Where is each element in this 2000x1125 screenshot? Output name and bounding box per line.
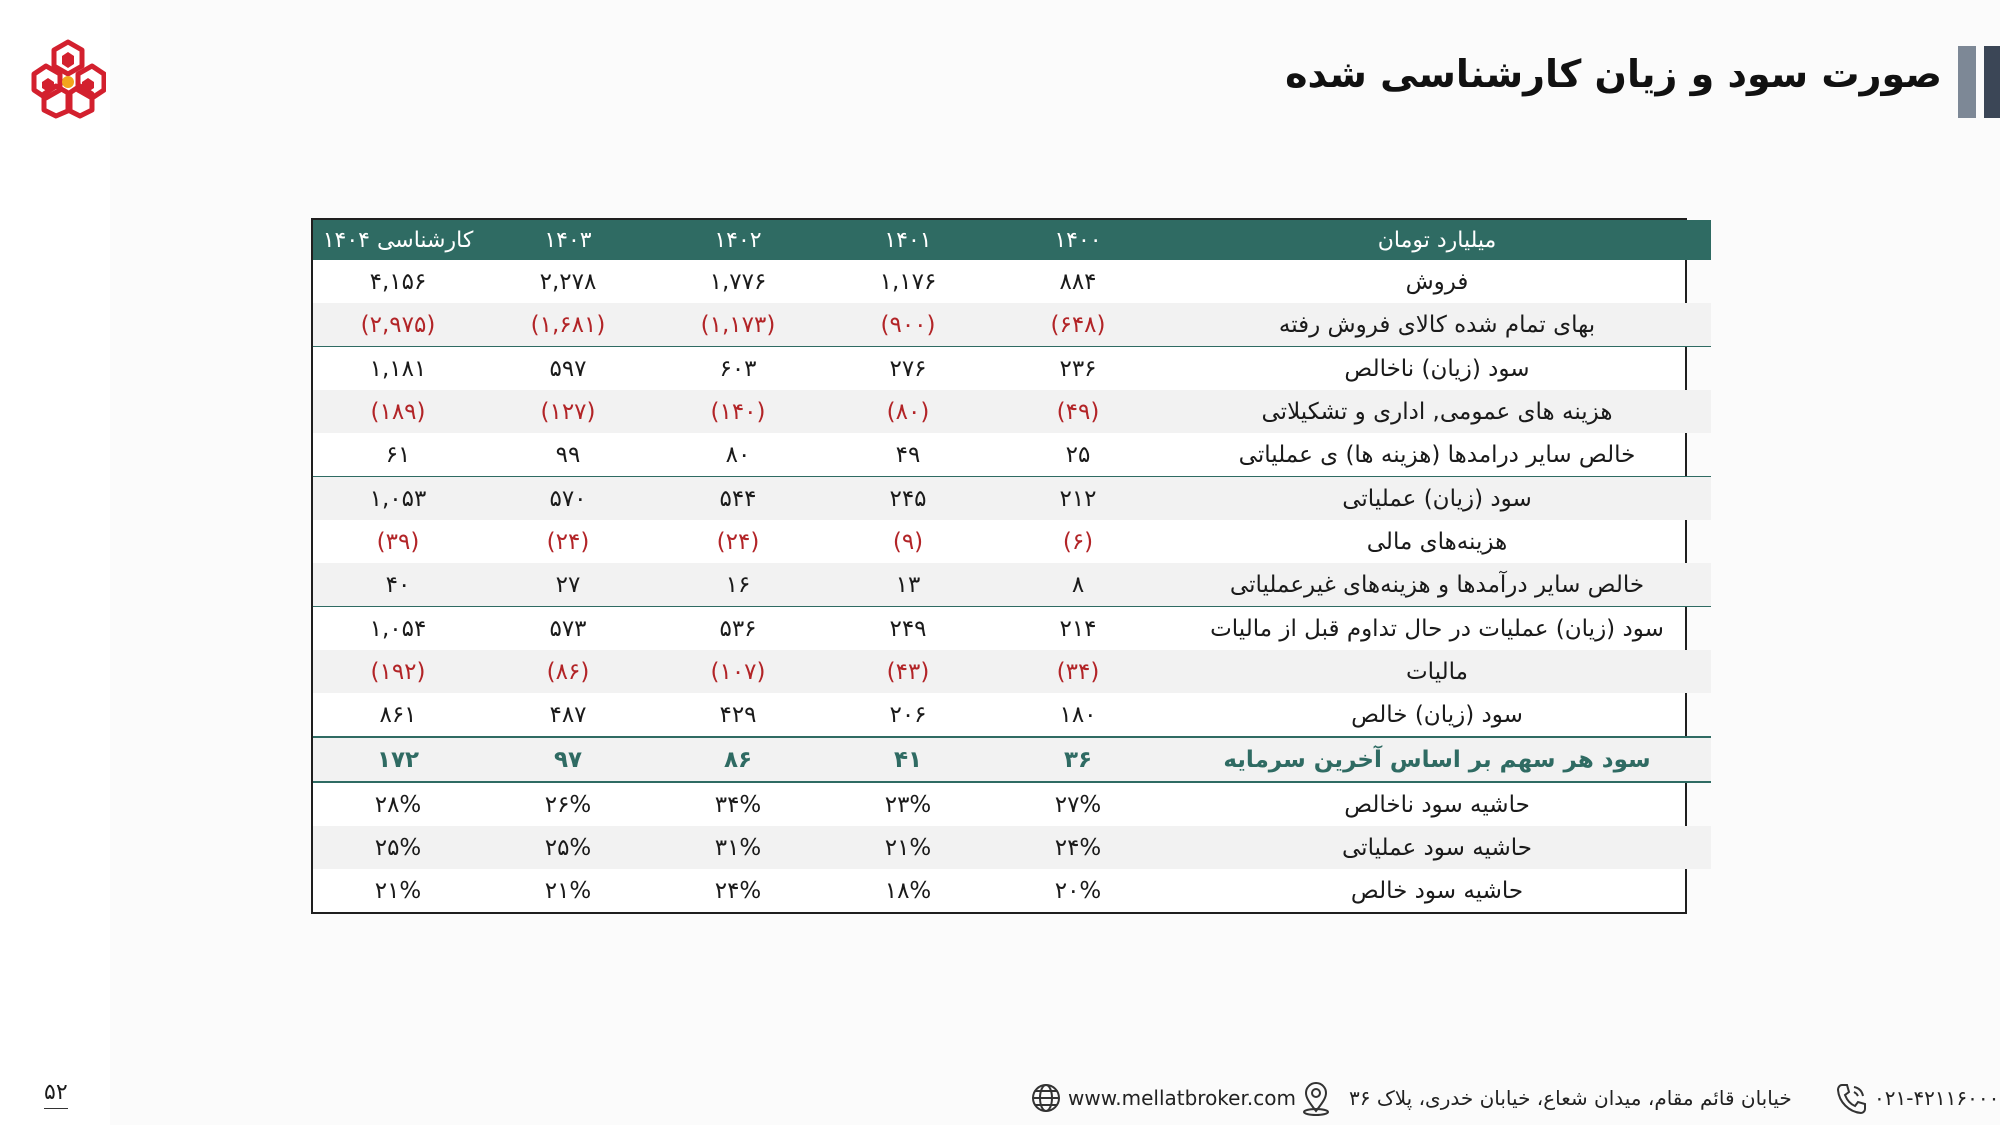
header-unit: میلیارد تومان bbox=[1163, 220, 1711, 260]
cell: (۲۴) bbox=[546, 528, 590, 555]
title-accent-bars bbox=[1958, 46, 2000, 118]
table-row bbox=[313, 347, 1711, 391]
cell: ۳۱% bbox=[653, 826, 823, 869]
cell: ۱۳ bbox=[823, 563, 993, 607]
cell: ۵۹۷ bbox=[483, 347, 653, 391]
table-row bbox=[313, 607, 1711, 651]
table-row bbox=[313, 260, 1711, 303]
row-label: حاشیه سود ناخالص bbox=[1344, 791, 1530, 818]
row-label: خالص سایر درامدها (هزینه ها) ی عملیاتی bbox=[1238, 441, 1636, 468]
cell: ۲۴۹ bbox=[823, 607, 993, 651]
cell: ۲۵ bbox=[1065, 441, 1091, 468]
cell: ۱۶ bbox=[653, 563, 823, 607]
cell: ۲۱% bbox=[823, 826, 993, 869]
cell: ۸۶۱ bbox=[379, 701, 417, 728]
cell: (۱۴۰) bbox=[653, 390, 823, 433]
row-label: سود (زیان) عملیات در حال تداوم قبل از مالیات bbox=[1163, 607, 1711, 651]
header-year-1400: ۱۴۰۰ bbox=[993, 220, 1163, 260]
table-header-row bbox=[313, 220, 1711, 260]
footer-address: خیابان قائم مقام، میدان شعاع، خیابان خدری، پلاک ۳۶ bbox=[1349, 1086, 1792, 1110]
cell: ۱۸۰ bbox=[1059, 701, 1097, 728]
table-row bbox=[313, 782, 1711, 826]
cell: ۲۸% bbox=[374, 791, 422, 818]
cell: ۵۷۳ bbox=[483, 607, 653, 651]
cell: ۴۰ bbox=[313, 563, 483, 607]
cell: ۲۳۶ bbox=[993, 347, 1163, 391]
cell: (۱,۱۷۳) bbox=[653, 303, 823, 347]
cell: ۲۳% bbox=[884, 791, 932, 818]
cell: (۳۴) bbox=[993, 650, 1163, 693]
cell: ۴۸۷ bbox=[549, 701, 587, 728]
row-label: فروش bbox=[1405, 268, 1469, 295]
cell: ۵۷۰ bbox=[483, 477, 653, 521]
cell: ۶۰۳ bbox=[653, 347, 823, 391]
table-row bbox=[313, 826, 1711, 869]
cell: ۲۷۶ bbox=[823, 347, 993, 391]
row-label: حاشیه سود خالص bbox=[1350, 877, 1524, 904]
title-accent-bar-dark bbox=[1984, 46, 2000, 118]
cell: (۹۰۰) bbox=[823, 303, 993, 347]
footer-phone: ۰۲۱-۴۲۱۱۶۰۰۰ bbox=[1874, 1086, 2000, 1110]
cell: ۴۱ bbox=[823, 737, 993, 782]
header-year-1403: ۱۴۰۳ bbox=[483, 220, 653, 260]
cell: ۲۱۲ bbox=[993, 477, 1163, 521]
row-label: مالیات bbox=[1163, 650, 1711, 693]
cell: ۲۰% bbox=[1054, 877, 1102, 904]
table-row bbox=[313, 869, 1711, 912]
logo-icon bbox=[30, 38, 106, 120]
table-row bbox=[313, 433, 1711, 477]
row-label: حاشیه سود عملیاتی bbox=[1163, 826, 1711, 869]
header-year-1401: ۱۴۰۱ bbox=[823, 220, 993, 260]
cell: ۲۱% bbox=[544, 877, 592, 904]
row-label: بهای تمام شده کالای فروش رفته bbox=[1163, 303, 1711, 347]
cell: ۳۴% bbox=[714, 791, 762, 818]
row-label: سود (زیان) ناخالص bbox=[1163, 347, 1711, 391]
title-accent-bar-light bbox=[1958, 46, 1976, 118]
cell: ۱,۷۷۶ bbox=[709, 268, 767, 295]
cell: (۲,۹۷۵) bbox=[313, 303, 483, 347]
phone-icon bbox=[1834, 1081, 1868, 1117]
row-label: هزینه‌های مالی bbox=[1366, 528, 1508, 555]
cell: ۲۰۶ bbox=[889, 701, 927, 728]
cell: ۹۹ bbox=[555, 441, 581, 468]
cell: ۲۴۵ bbox=[823, 477, 993, 521]
cell: ۲۷ bbox=[483, 563, 653, 607]
cell: ۴۹ bbox=[895, 441, 921, 468]
row-label: سود (زیان) عملیاتی bbox=[1163, 477, 1711, 521]
header-year-1402: ۱۴۰۲ bbox=[653, 220, 823, 260]
cell: (۴۹) bbox=[993, 390, 1163, 433]
website-link[interactable]: www.mellatbroker.com bbox=[1068, 1086, 1296, 1110]
table-row bbox=[313, 303, 1711, 347]
cell: (۳۹) bbox=[376, 528, 420, 555]
cell: ۲۱% bbox=[374, 877, 422, 904]
location-pin-icon bbox=[1300, 1081, 1332, 1117]
row-label: سود (زیان) خالص bbox=[1351, 701, 1523, 728]
globe-icon bbox=[1030, 1081, 1062, 1115]
cell: ۵۴۴ bbox=[653, 477, 823, 521]
table-row bbox=[313, 563, 1711, 607]
cell: ۲۷% bbox=[1054, 791, 1102, 818]
cell: ۲۵% bbox=[483, 826, 653, 869]
cell: ۱,۱۷۶ bbox=[879, 268, 937, 295]
cell: ۸ bbox=[993, 563, 1163, 607]
cell: ۸۸۴ bbox=[1059, 268, 1097, 295]
cell: ۵۳۶ bbox=[653, 607, 823, 651]
cell: (۱,۶۸۱) bbox=[483, 303, 653, 347]
table-row bbox=[313, 650, 1711, 693]
cell: ۲۶% bbox=[544, 791, 592, 818]
cell: ۲۵% bbox=[313, 826, 483, 869]
table-row bbox=[313, 477, 1711, 521]
cell: (۴۳) bbox=[823, 650, 993, 693]
cell: (۹) bbox=[892, 528, 924, 555]
table-row bbox=[313, 390, 1711, 433]
cell: ۴,۱۵۶ bbox=[369, 268, 427, 295]
cell: ۱۸% bbox=[884, 877, 932, 904]
table-row-eps bbox=[313, 737, 1711, 782]
cell: ۲,۲۷۸ bbox=[539, 268, 597, 295]
cell: ۲۴% bbox=[993, 826, 1163, 869]
table-row bbox=[313, 693, 1711, 737]
row-label: خالص سایر درآمدها و هزینه‌های غیرعملیاتی bbox=[1163, 563, 1711, 607]
income-statement-table bbox=[311, 218, 1687, 914]
cell: ۳۶ bbox=[993, 737, 1163, 782]
cell: (۶) bbox=[1062, 528, 1094, 555]
cell: ۸۰ bbox=[725, 441, 751, 468]
cell: ۱,۱۸۱ bbox=[313, 347, 483, 391]
cell: ۱۷۲ bbox=[313, 737, 483, 782]
page-title: صورت سود و زیان کارشناسی شده bbox=[1285, 52, 1942, 96]
cell: (۱۰۷) bbox=[653, 650, 823, 693]
table-row bbox=[313, 520, 1711, 563]
cell: (۱۸۹) bbox=[313, 390, 483, 433]
cell: ۱,۰۵۳ bbox=[313, 477, 483, 521]
row-label: سود هر سهم بر اساس آخرین سرمایه bbox=[1163, 737, 1711, 782]
cell: ۴۲۹ bbox=[719, 701, 757, 728]
cell: (۱۲۷) bbox=[483, 390, 653, 433]
cell: (۱۹۲) bbox=[313, 650, 483, 693]
row-label: هزینه های عمومی, اداری و تشکیلاتی bbox=[1163, 390, 1711, 433]
cell: ۲۴% bbox=[714, 877, 762, 904]
cell: ۲۱۴ bbox=[993, 607, 1163, 651]
cell: (۶۴۸) bbox=[993, 303, 1163, 347]
cell: (۲۴) bbox=[716, 528, 760, 555]
cell: ۶۱ bbox=[385, 441, 411, 468]
cell: (۸۶) bbox=[483, 650, 653, 693]
cell: ۸۶ bbox=[653, 737, 823, 782]
header-forecast-1404: کارشناسی ۱۴۰۴ bbox=[313, 220, 483, 260]
cell: ۹۷ bbox=[483, 737, 653, 782]
cell: (۸۰) bbox=[823, 390, 993, 433]
page-number: ۵۲ bbox=[44, 1082, 68, 1109]
cell: ۱,۰۵۴ bbox=[313, 607, 483, 651]
